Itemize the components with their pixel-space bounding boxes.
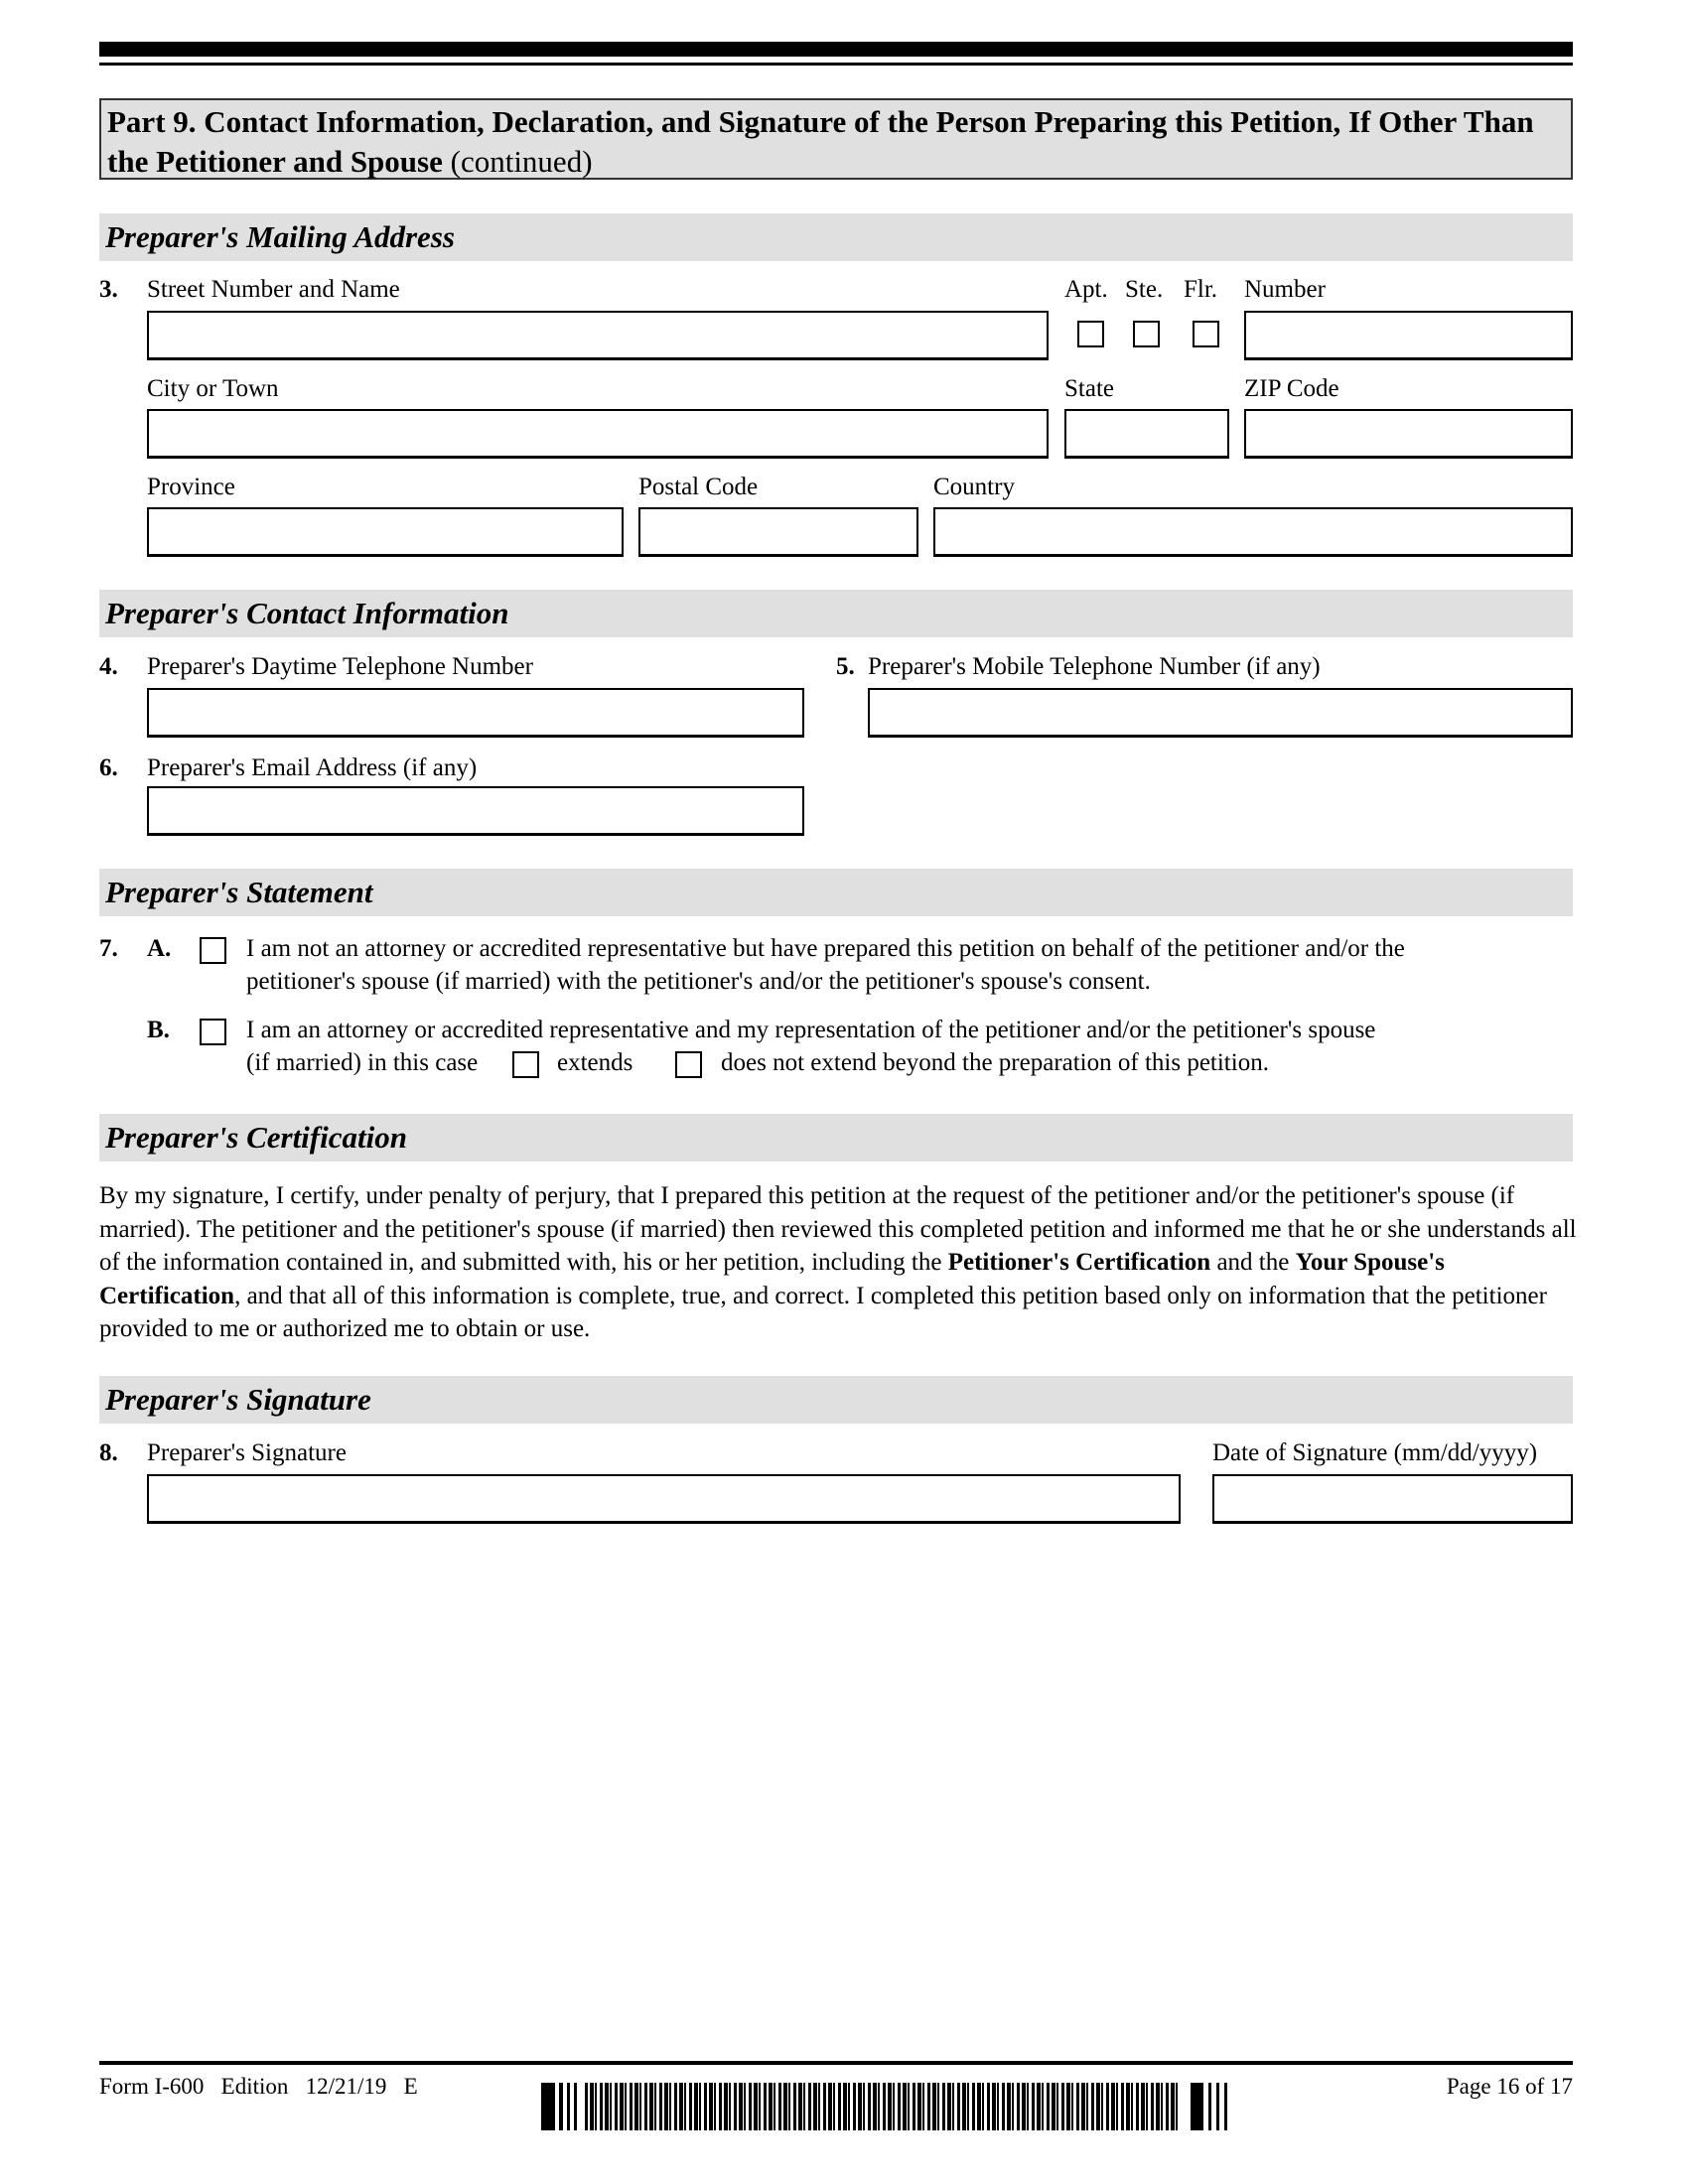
option-a-line1: I am not an attorney or accredited representative but have prepared this petition on behalf of the petitioner and/or the	[246, 935, 1405, 962]
section-contact-information	[99, 590, 1573, 637]
top-rule-thin	[99, 63, 1573, 66]
apt-label: Apt.	[1064, 276, 1108, 303]
province-label: Province	[147, 474, 235, 500]
apt-number-input[interactable]	[1244, 311, 1573, 360]
form-edition: Form I-600 Edition 12/21/19 E	[99, 2074, 418, 2099]
state-label: State	[1064, 375, 1114, 402]
date-input[interactable]	[1212, 1474, 1573, 1524]
signature-input[interactable]	[147, 1474, 1181, 1524]
not-extends-checkbox[interactable]	[675, 1051, 702, 1078]
flr-label: Flr.	[1184, 276, 1218, 303]
country-input[interactable]	[933, 507, 1573, 557]
zip-input[interactable]	[1244, 409, 1573, 459]
street-label: Street Number and Name	[147, 276, 400, 303]
city-label: City or Town	[147, 375, 279, 402]
cert-bold-spouse: Your Spouse's Certification	[99, 1249, 1445, 1309]
extends-checkbox[interactable]	[512, 1051, 539, 1078]
item-number-7: 7.	[99, 935, 118, 962]
not-extends-label: does not extend beyond the preparation of this petition.	[721, 1049, 1269, 1076]
part-header	[99, 98, 1573, 180]
ste-label: Ste.	[1125, 276, 1164, 303]
page-number: Page 16 of 17	[1446, 2074, 1573, 2099]
mobile-phone-label: Preparer's Mobile Telephone Number (if any)	[868, 653, 1321, 680]
section-title: Preparer's Certification	[105, 1120, 407, 1155]
option-b-letter: B.	[147, 1017, 170, 1043]
cert-bold-petitioner: Petitioner's Certification	[947, 1249, 1211, 1276]
option-a-letter: A.	[147, 935, 172, 962]
street-input[interactable]	[147, 311, 1049, 360]
section-title: Preparer's Contact Information	[105, 596, 509, 630]
email-input[interactable]	[147, 786, 804, 836]
country-label: Country	[933, 474, 1015, 500]
option-a-line2: petitioner's spouse (if married) with the petitioner's and/or the petitioner's spouse's consent.	[246, 968, 1151, 995]
option-a-checkbox[interactable]	[200, 937, 226, 964]
daytime-phone-input[interactable]	[147, 688, 804, 738]
item-number-4: 4.	[99, 653, 118, 680]
postal-label: Postal Code	[638, 474, 759, 500]
section-certification	[99, 1114, 1573, 1161]
mobile-phone-input[interactable]	[868, 688, 1573, 738]
item-number-6: 6.	[99, 754, 118, 781]
ste-checkbox[interactable]	[1133, 321, 1160, 347]
certification-paragraph	[99, 1179, 1579, 1346]
section-title: Preparer's Signature	[105, 1382, 371, 1417]
postal-code-input[interactable]	[638, 507, 918, 557]
item-number-5: 5.	[836, 653, 855, 680]
part-suffix: (continued)	[450, 144, 593, 179]
city-input[interactable]	[147, 409, 1049, 459]
zip-label: ZIP Code	[1244, 375, 1339, 402]
flr-checkbox[interactable]	[1193, 321, 1219, 347]
section-statement	[99, 869, 1573, 916]
item-number-8: 8.	[99, 1439, 118, 1466]
footer-rule	[99, 2061, 1573, 2065]
item-number-3: 3.	[99, 276, 118, 303]
cert-text-1: By my signature, I certify, under penalty of perjury, that I prepared this petition at the request of the petitioner and/or the petitioner's spouse (if married). The petitioner and the petitioner's spouse (if married) then reviewed this completed petition and informed me that he or she understands all of the information contained in, and submitted with, his or her petition, including the	[99, 1182, 1577, 1276]
section-mailing-address	[99, 213, 1573, 261]
extends-label: extends	[557, 1049, 633, 1076]
state-input[interactable]	[1064, 409, 1229, 459]
email-label: Preparer's Email Address (if any)	[147, 754, 478, 781]
cert-text-2: and the	[1210, 1249, 1296, 1276]
option-b-checkbox[interactable]	[200, 1019, 226, 1045]
option-b-line1: I am an attorney or accredited representative and my representation of the petitioner and/or the petitioner's spouse	[246, 1017, 1376, 1043]
part-title: Part 9. Contact Information, Declaration, and Signature of the Person Preparing this Petition, If Other Than the Petitioner and Spouse	[107, 104, 1534, 179]
section-signature	[99, 1376, 1573, 1424]
apt-checkbox[interactable]	[1077, 321, 1104, 347]
number-label: Number	[1244, 276, 1326, 303]
signature-label: Preparer's Signature	[147, 1439, 347, 1466]
section-title: Preparer's Statement	[105, 875, 373, 909]
cert-text-3: , and that all of this information is complete, true, and correct. I completed this petition based only on information that the petitioner provided to me or authorized me to obtain or use.	[99, 1282, 1547, 1342]
option-b-line2: (if married) in this case	[246, 1049, 479, 1076]
top-rule-thick	[99, 42, 1573, 57]
barcode-icon	[541, 2083, 1261, 2130]
section-title: Preparer's Mailing Address	[105, 219, 455, 254]
province-input[interactable]	[147, 507, 624, 557]
date-label: Date of Signature (mm/dd/yyyy)	[1212, 1439, 1538, 1466]
daytime-phone-label: Preparer's Daytime Telephone Number	[147, 653, 533, 680]
